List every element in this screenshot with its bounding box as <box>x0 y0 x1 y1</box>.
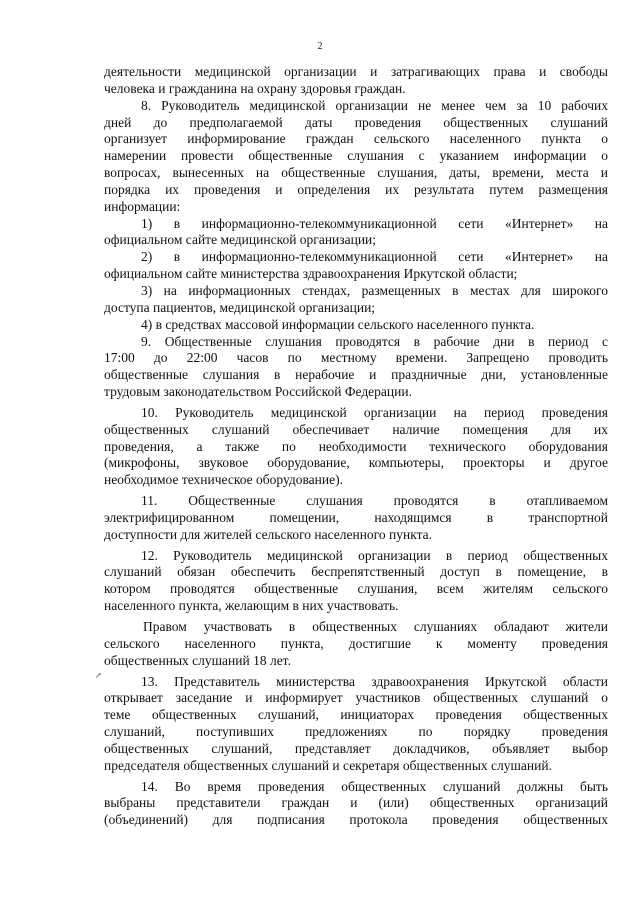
text-line: 17:00 до 22:00 часов по местному времени. Запрещено проводить <box>104 350 608 366</box>
text-line: котором проводятся общественные слушания, всем жителям сельского <box>104 581 608 597</box>
text-line: необходимое техническое оборудование). <box>104 472 343 488</box>
text-line: намерении провести общественные слушания с указанием информации о <box>104 148 608 164</box>
paragraph-8-start: 8. Руководитель медицинской организации не менее чем за 10 рабочих <box>141 97 608 113</box>
text-line: председателя общественных слушаний и секретаря общественных слушаний. <box>104 757 552 773</box>
text-line: информации: <box>104 198 181 214</box>
list-item-4: 4) в средствах массовой информации сельского населенного пункта. <box>141 316 535 332</box>
page-number: 2 <box>317 41 323 52</box>
paragraph-9-start: 9. Общественные слушания проводятся в рабочие дни в период с <box>141 333 608 349</box>
paragraph-11-start: 11. Общественные слушания проводятся в отапливаемом <box>141 493 608 509</box>
text-line: дней до предполагаемой даты проведения общественных слушаний <box>104 114 608 130</box>
text-line: организует информирование граждан сельского населенного пункта о <box>104 131 608 147</box>
text-line: доступа пациентов, медицинской организации; <box>104 299 376 315</box>
text-line: деятельности медицинской организации и затрагивающих права и свободы <box>104 64 608 79</box>
text-line: вопросах, вынесенных на общественные слушания, даты, времени, места и <box>104 165 608 181</box>
text-line: порядка их проведения и определения их результата путем размещения <box>104 181 608 197</box>
text-line: теме общественных слушаний, инициаторах проведения общественных <box>104 707 608 723</box>
text-line: общественных слушаний, представляет докладчиков, объявляет выбор <box>104 740 608 756</box>
text-line: открывает заседание и информирует участников общественных слушаний о <box>104 690 608 706</box>
text-line: общественных слушаний обеспечивает наличие помещения для их <box>104 421 608 437</box>
text-line: официальном сайте министерства здравоохранения Иркутской области; <box>104 266 518 282</box>
text-line: электрифицированном помещении, находящимся в транспортной <box>104 509 608 525</box>
paragraph-12-start: 12. Руководитель медицинской организации в период общественных <box>141 547 608 563</box>
text-line: слушаний обязан обеспечить беспрепятственный доступ в помещение, в <box>104 564 608 580</box>
document-body <box>104 64 608 829</box>
text-line: сельского населенного пункта, достигшие к моменту проведения <box>104 635 608 651</box>
text-line: общественных слушаний 18 лет. <box>104 652 291 668</box>
text-line: населенного пункта, желающим в них участвовать. <box>104 598 399 614</box>
list-item-2-start: 2) в информационно-телекоммуникационной сети «Интернет» на <box>141 249 608 265</box>
text-line: официальном сайте медицинской организации; <box>104 232 377 248</box>
text-line: доступности для жителей сельского населенного пункта. <box>104 526 433 542</box>
eligibility-paragraph-start: Правом участвовать в общественных слушаниях обладают жители <box>143 619 608 634</box>
text-line: (микрофоны, звуковое оборудование, компьютеры, проекторы и другое <box>104 455 608 471</box>
text-line: выбраны представители граждан и (или) общественных организаций <box>104 795 608 811</box>
text-line: человека и гражданина на охрану здоровья граждан. <box>104 80 406 96</box>
list-item-3-start: 3) на информационных стендах, размещенных в местах для широкого <box>141 282 608 298</box>
handwritten-margin-mark: ↗ <box>95 671 102 680</box>
list-item-1-start: 1) в информационно-телекоммуникационной сети «Интернет» на <box>141 215 608 231</box>
text-line: (объединений) для подписания протокола проведения общественных <box>104 812 608 828</box>
text-line: трудовым законодательством Российской Федерации. <box>104 384 412 400</box>
paragraph-14-start: 14. Во время проведения общественных слушаний должны быть <box>141 778 608 794</box>
text-line: общественные слушания в нерабочие и праздничные дни, установленные <box>104 367 608 383</box>
text-line: проведения, а также по необходимости технического оборудования <box>104 438 608 454</box>
paragraph-10-start: 10. Руководитель медицинской организации на период проведения <box>141 404 608 420</box>
text-line: слушаний, поступивших предложениях по порядку проведения <box>104 724 608 740</box>
paragraph-13-start: 13. Представитель министерства здравоохранения Иркутской области <box>141 673 608 689</box>
